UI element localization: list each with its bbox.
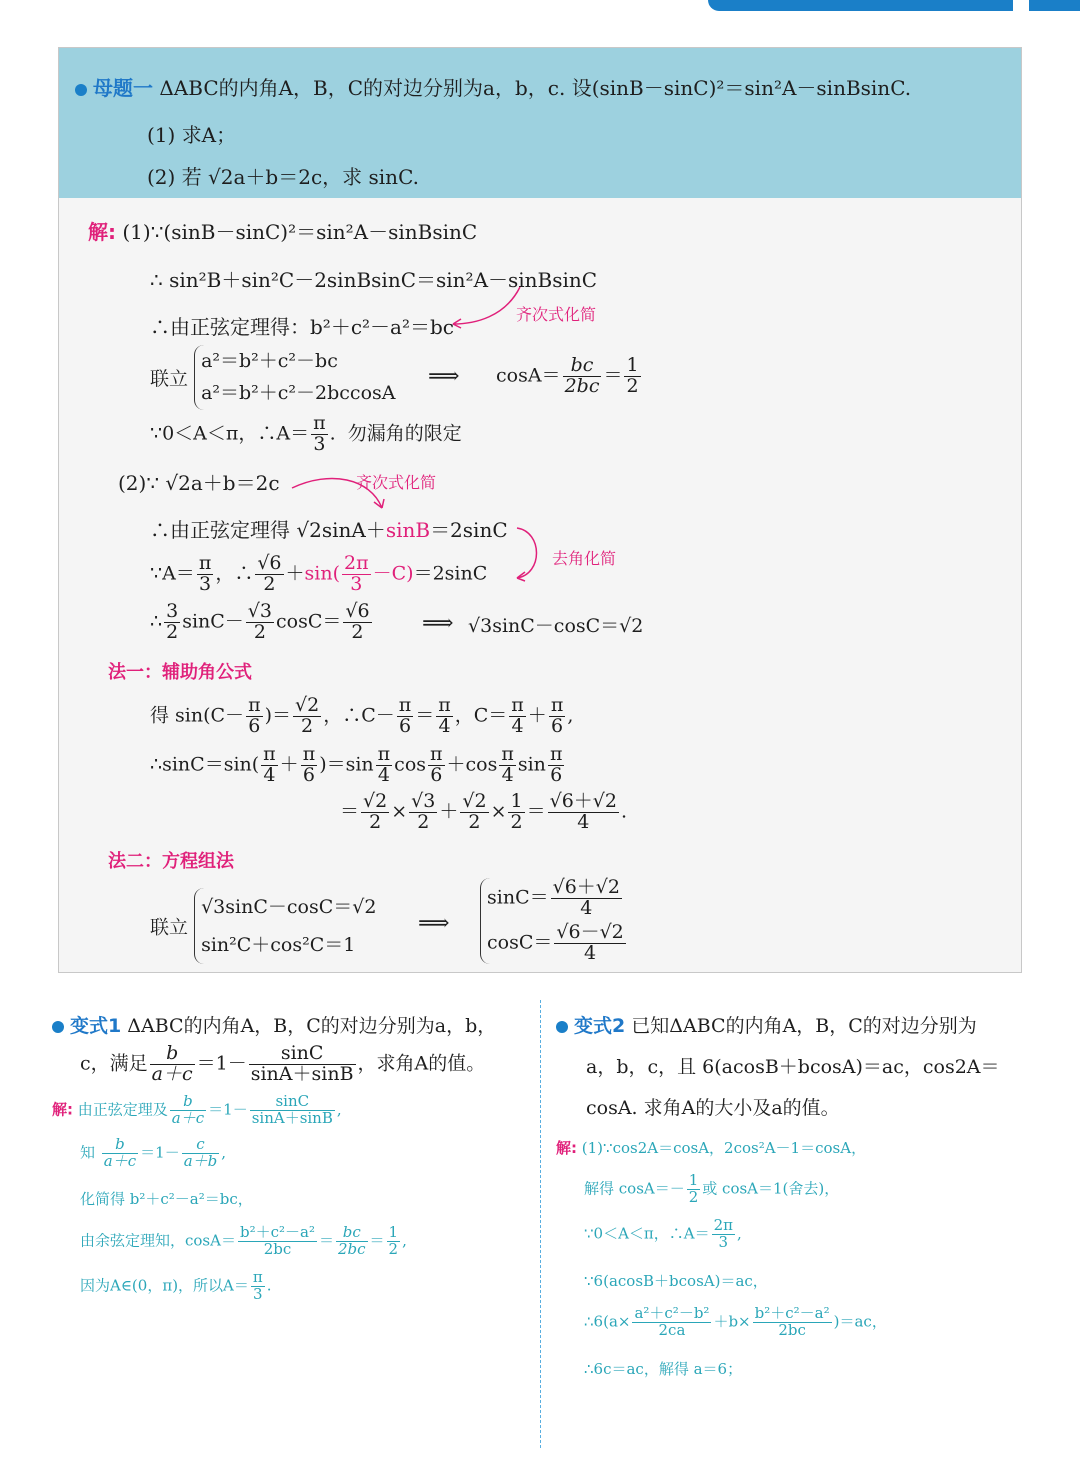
denominator: 4 — [580, 896, 593, 919]
text: ∵0＜A＜π，∴A＝ — [150, 422, 310, 445]
numerator: bc — [563, 356, 602, 377]
text: ＋ — [439, 800, 459, 823]
denominator: 4 — [263, 763, 276, 786]
numerator: √6 — [345, 600, 370, 622]
variant-2-solution-line-3: ∵0＜A＜π，∴A＝ $\frac{2\pi}{3}$ , — [584, 1216, 742, 1251]
main-problem-box — [58, 47, 1022, 973]
numerator: b — [150, 1044, 195, 1065]
text: ，∴C－ — [323, 704, 395, 727]
fraction — [624, 356, 640, 397]
problem-label: 母题一 — [93, 76, 153, 100]
numerator: 1 — [626, 354, 639, 376]
highlight-minus-C: －C) — [372, 562, 414, 585]
numerator: π — [438, 694, 451, 716]
method-1-line-1: 得 sin(C－ $\frac{\pi}{6}$ )＝ $\frac{√2}{2}$ ，∴C－ $\frac{\pi}{6}$ ＝ $\frac{\pi}{4}$ ，C＝ $\frac{\pi}{4}$ ＋ $\frac{\pi}{6}$ , — [150, 694, 574, 737]
fraction: $\frac{\pi}{6}$ — [398, 694, 412, 737]
denominator: 2 — [417, 810, 430, 833]
variant-2-solution-line-4: ∵6(acosB＋bcosA)＝ac， — [584, 1272, 768, 1290]
cosA-result — [496, 356, 643, 397]
numerator: π — [398, 694, 412, 716]
fraction — [255, 554, 283, 595]
numerator: b — [102, 1137, 138, 1154]
highlight-sinB: sinB — [385, 518, 431, 542]
text: ＝ — [318, 1231, 334, 1250]
denominator: 3 — [313, 432, 326, 455]
variant-1-stem-line-2 — [80, 1044, 485, 1085]
denominator: 2 — [626, 374, 639, 397]
system-eq: √3sinC－cosC＝√2 — [201, 896, 377, 918]
text: )＝ac， — [833, 1312, 887, 1331]
variant-1-solution-line-2: 知 $\frac{b}{a+c}$ ＝1－ $\frac{c}{a+b}$ , — [80, 1135, 227, 1170]
variant-2-stem-line-1 — [556, 1011, 977, 1038]
fraction — [387, 1225, 401, 1258]
text: ∴6(a× — [584, 1312, 631, 1331]
text: )＝sin — [319, 753, 374, 776]
system-2 — [150, 888, 376, 964]
text: ΔABC的内角A，B，C的对边分别为a，b， — [127, 1015, 497, 1037]
sinC-result — [487, 878, 628, 919]
column-divider — [540, 1000, 541, 1448]
bullet-icon — [52, 1021, 64, 1033]
text: (1)∵cos2A＝cosA，2cos²A－1＝cosA， — [581, 1139, 867, 1157]
text: 由正弦定理及 — [77, 1100, 168, 1119]
numerator: π — [511, 694, 524, 716]
denominator: 2 — [388, 1239, 399, 1258]
fraction — [311, 414, 328, 455]
fraction — [509, 696, 526, 737]
system-2-result — [480, 878, 628, 964]
fraction — [261, 745, 278, 786]
fraction — [409, 792, 437, 833]
fraction — [102, 1137, 138, 1170]
denominator: 4 — [377, 763, 390, 786]
text: ，求角A的值。 — [357, 1052, 486, 1075]
denominator: 4 — [584, 941, 597, 964]
denominator: 2bc — [263, 1239, 292, 1258]
solution-line-2: ∴ sin²B＋sin²C－2sinBsinC＝sin²A－sinBsinC — [150, 268, 598, 292]
method-1-line-3: ＝ $\frac{√2}{2}$ × $\frac{√3}{2}$ ＋ $\frac{√2}{2}$ × $\frac{1}{2}$ ＝ $\frac{√6+√2}{4}$ . — [340, 790, 628, 833]
annotation-bracket — [515, 526, 545, 582]
fraction — [293, 696, 321, 737]
note-eliminate-angle: 去角化简 — [552, 549, 617, 568]
annotation-arrow-1 — [445, 282, 525, 332]
numerator: 1 — [388, 1223, 399, 1241]
variant-2-stem-line-3: cosA. 求角A的大小及a的值。 — [586, 1097, 840, 1119]
fraction — [343, 602, 371, 643]
method-2-heading: 法二：方程组法 — [108, 851, 234, 872]
text: cosA＝ — [496, 364, 561, 387]
fraction — [170, 1094, 206, 1127]
denominator: 3 — [718, 1232, 729, 1251]
solution-line-9-result: √3sinC－cosC＝√2 — [468, 615, 644, 637]
fraction — [342, 554, 371, 595]
cosC-result — [487, 920, 628, 964]
implies-arrow-3: ⟹ — [418, 911, 450, 936]
variant-1-solution-line-4: 由余弦定理知，cosA＝ $\frac{\text{b²＋c²－a²}}{2bc}$ ＝ $\frac{bc}{2bc}$ ＝ $\frac{1}{2}$ , — [80, 1223, 407, 1258]
variant-2-solution-line-2 — [584, 1173, 839, 1206]
text: ＋cos — [446, 753, 498, 776]
variant-2-solution-line-6: ∴6c＝ac，解得 a＝6； — [584, 1360, 743, 1378]
solution-line-5: ∵0＜A＜π，∴A＝ $\frac{\pi}{3}$ . 勿漏角的限定 — [150, 412, 462, 455]
denominator: 3 — [350, 572, 363, 595]
numerator: π — [302, 743, 316, 765]
text: 得 sin(C－ — [150, 704, 245, 727]
numerator: √3 — [411, 790, 436, 812]
text: × — [391, 800, 408, 823]
numerator: √3 — [247, 600, 272, 622]
variant-1-solution-line-1: 解: 由正弦定理及 $\frac{b}{a+c}$ ＝1－ $\frac{\sin C}{\sin A+\sin B}$ , — [52, 1092, 342, 1127]
text: 解得 cosA＝－ — [584, 1179, 685, 1198]
text: ，C＝ — [454, 704, 508, 727]
method-1-line-2 — [150, 745, 566, 786]
fraction: $\frac{\pi}{6}$ — [430, 743, 443, 786]
numerator: b — [170, 1094, 206, 1111]
bullet-icon — [75, 84, 87, 96]
solution-line-8 — [150, 554, 487, 595]
system-1 — [150, 345, 396, 410]
variant-1-solution-line-5: 因为A∈(0，π)，所以A＝ $\frac{\pi}{3}$ . — [80, 1268, 272, 1303]
text: ＝ — [369, 1231, 385, 1250]
question-1: (1) 求A； — [147, 123, 237, 147]
text: ∴sinC＝sin( — [150, 753, 260, 776]
text: ＝1－ — [208, 1100, 248, 1119]
fraction — [238, 1225, 317, 1258]
lianli-label: 联立 — [150, 367, 189, 390]
denominator: 2bc — [778, 1320, 806, 1339]
text: ＝1－ — [140, 1143, 180, 1162]
fraction — [250, 1094, 335, 1127]
numerator: π — [248, 694, 261, 716]
header-tab-bar — [708, 0, 1013, 11]
numerator: 2π — [713, 1216, 734, 1234]
fraction — [753, 1306, 832, 1339]
denominator: sinA＋sinB — [250, 1062, 354, 1085]
numerator: sinC — [250, 1094, 335, 1111]
text: cos — [394, 753, 427, 776]
method-1-heading: 法一：辅助角公式 — [108, 662, 252, 683]
solution-label: 解: — [88, 220, 116, 244]
numerator: 1 — [510, 790, 523, 812]
text: ＝ — [603, 364, 623, 387]
text: sinC＝ — [487, 886, 549, 909]
denominator: 2 — [351, 620, 364, 643]
highlight-sin: sin( — [304, 562, 341, 585]
numerator: √2 — [462, 790, 487, 812]
variant-2-label: 变式2 — [574, 1015, 626, 1037]
fraction: $\frac{\pi}{6}$ — [550, 694, 564, 737]
fraction — [361, 792, 389, 833]
text: ∵A＝ — [150, 562, 195, 585]
denominator: 2 — [468, 810, 481, 833]
problem-stem: ΔABC的内角A，B，C的对边分别为a，b，c. 设(sinB－sinC)²＝sin²A－sinBsinC. — [159, 76, 912, 100]
text: ∴由正弦定理得 √2sinA＋ — [150, 518, 386, 542]
text: ＋ — [285, 562, 305, 585]
fraction — [551, 878, 622, 919]
denominator: 2 — [688, 1187, 699, 1206]
solution-line-7 — [150, 514, 508, 543]
numerator: π — [550, 694, 564, 716]
denominator: 3 — [253, 1284, 263, 1303]
fraction — [508, 792, 524, 833]
text: ＝ — [526, 800, 546, 823]
denominator: 2bc — [337, 1239, 366, 1258]
fraction — [554, 920, 625, 964]
numerator: π — [501, 743, 514, 765]
text: ，∴ — [215, 562, 254, 585]
numerator: a²＋c²－b² — [634, 1304, 710, 1322]
fraction — [150, 1044, 195, 1085]
text: 知 — [80, 1143, 96, 1162]
system-eq: a²＝b²＋c²－2bccosA — [201, 382, 396, 405]
fraction — [336, 1225, 368, 1258]
variant-1-label: 变式1 — [70, 1015, 122, 1037]
text: ＝1－ — [196, 1052, 247, 1075]
fraction — [499, 745, 516, 786]
numerator: sinC — [249, 1044, 356, 1065]
fraction — [563, 356, 602, 397]
variant-1-solution-line-3: 化简得 b²＋c²－a²＝bc， — [80, 1190, 253, 1208]
system-eq: sin²C＋cos²C＝1 — [201, 934, 356, 956]
denominator: 4 — [501, 763, 514, 786]
numerator: π — [252, 1268, 263, 1286]
numerator: b²＋c²－a² — [754, 1304, 830, 1322]
fraction — [376, 745, 393, 786]
denominator: a＋c — [151, 1062, 193, 1085]
variant-2-solution-line-5 — [584, 1306, 887, 1339]
fraction: $\frac{\pi}{6}$ — [248, 694, 261, 737]
fraction — [197, 554, 214, 595]
numerator: π — [198, 552, 212, 574]
text: ∵0＜A＜π，∴A＝ — [584, 1224, 710, 1243]
numerator: √6＋√2 — [549, 790, 617, 812]
numerator: √6 — [257, 552, 282, 574]
numerator: 2π — [344, 552, 369, 574]
note-homogeneous-2: 齐次式化简 — [356, 473, 437, 492]
system-brace — [194, 888, 376, 964]
text: sinC－ — [182, 610, 244, 633]
denominator: 4 — [438, 714, 451, 737]
numerator: π — [313, 412, 326, 434]
numerator: √6＋√2 — [552, 876, 621, 898]
denominator: 4 — [511, 714, 524, 737]
text: ＋ — [279, 753, 299, 776]
problem-statement — [59, 48, 1021, 198]
denominator: sinA＋sinB — [251, 1108, 333, 1127]
fraction — [460, 792, 488, 833]
text: ＋ — [527, 704, 547, 727]
text: × — [490, 800, 507, 823]
solution-line-9 — [150, 602, 374, 643]
solution-line-3: ∴由正弦定理得：b²＋c²－a²＝bc — [150, 315, 454, 339]
solution-label: 解: — [52, 1100, 73, 1119]
denominator: 4 — [577, 810, 590, 833]
numerator: π — [263, 743, 276, 765]
variant-2-stem-line-2: a，b，c，且 6(acosB＋bcosA)＝ac，cos2A＝ — [586, 1056, 1000, 1078]
denominator: 2bc — [564, 374, 600, 397]
numerator: √2 — [294, 694, 320, 716]
numerator: bc — [336, 1225, 368, 1242]
implies-arrow-2: ⟹ — [422, 611, 454, 636]
text: ＝ — [340, 800, 360, 823]
note-angle-limit: 勿漏角的限定 — [347, 422, 462, 445]
text: cosC＝ — [487, 931, 553, 954]
denominator: 2 — [510, 810, 523, 833]
numerator: π — [549, 743, 563, 765]
text: 因为A∈(0，π)，所以A＝ — [80, 1276, 249, 1295]
solution-label: 解: — [556, 1139, 577, 1157]
denominator: a＋c — [103, 1151, 137, 1170]
numerator: 3 — [166, 600, 179, 622]
numerator: π — [377, 743, 391, 765]
fraction — [251, 1270, 265, 1303]
numerator: π — [430, 743, 443, 765]
fraction: $\frac{\pi}{6}$ — [302, 743, 316, 786]
denominator: a＋b — [183, 1151, 218, 1170]
text: cosC＝ — [276, 610, 342, 633]
solution-line-1 — [88, 216, 477, 245]
text: 已知ΔABC的内角A，B，C的对边分别为 — [631, 1015, 977, 1037]
implies-arrow: ⟹ — [428, 364, 460, 389]
problem-stem-line — [75, 72, 911, 101]
fraction — [687, 1173, 701, 1206]
text: 由余弦定理知，cosA＝ — [80, 1231, 236, 1250]
fraction — [164, 602, 180, 643]
question-2: (2) 若 √2a＋b＝2c，求 sinC. — [147, 165, 420, 189]
denominator: a＋c — [171, 1108, 205, 1127]
denominator: 2ca — [658, 1320, 686, 1339]
system-brace — [194, 345, 395, 410]
text: sin — [517, 753, 546, 776]
text: ＋b× — [713, 1312, 751, 1331]
system-eq: a²＝b²＋c²－bc — [201, 350, 338, 372]
text: ＝2sinC — [430, 518, 508, 542]
text: ∴ — [150, 610, 163, 633]
fraction — [712, 1218, 735, 1251]
bullet-icon — [556, 1021, 568, 1033]
text: ＝2sinC — [413, 562, 488, 585]
text: ＝ — [415, 704, 435, 727]
denominator: 2 — [369, 810, 382, 833]
variant-1-stem-line-1 — [52, 1011, 496, 1038]
lianli-label: 联立 — [150, 916, 189, 939]
denominator: 3 — [199, 572, 212, 595]
denominator: 2 — [166, 620, 179, 643]
header-tab-bar-corner — [1029, 0, 1080, 11]
denominator: 2 — [263, 572, 276, 595]
variant-2-solution-line-1 — [556, 1137, 866, 1158]
numerator: √6－√2 — [556, 920, 624, 943]
equation: (1)∵(sinB－sinC)²＝sin²A－sinBsinC — [122, 220, 478, 244]
fraction — [632, 1306, 711, 1339]
denominator: 2 — [253, 620, 266, 643]
note-homogeneous-1: 齐次式化简 — [516, 305, 597, 324]
result-brace — [480, 878, 628, 964]
numerator: √2 — [363, 790, 388, 812]
numerator: 1 — [688, 1171, 699, 1189]
denominator: 2 — [301, 714, 314, 737]
fraction — [436, 696, 453, 737]
text: 或 cosA＝1(舍去)， — [702, 1179, 840, 1198]
fraction — [182, 1137, 220, 1170]
numerator: c — [182, 1137, 220, 1154]
fraction — [246, 602, 274, 643]
solution-line-6: (2)∵ √2a＋b＝2c — [118, 471, 280, 495]
fraction: $\frac{\pi}{6}$ — [549, 743, 563, 786]
fraction — [249, 1044, 356, 1085]
numerator: b²＋c²－a² — [239, 1223, 315, 1241]
text: )＝ — [264, 704, 291, 727]
text: c，满足 — [80, 1052, 148, 1075]
fraction — [548, 792, 619, 833]
